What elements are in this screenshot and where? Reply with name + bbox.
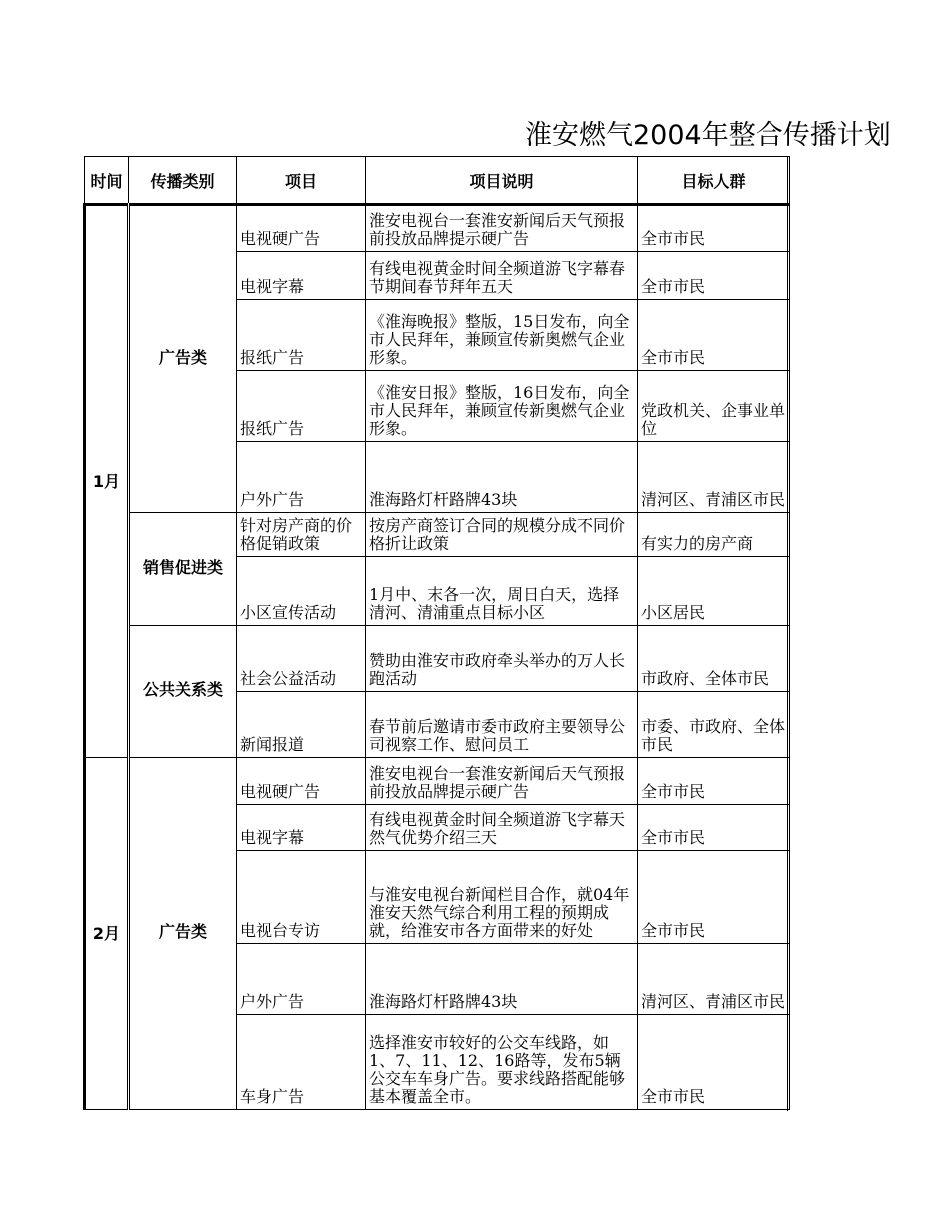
category-cell: 公共关系类 <box>129 626 237 758</box>
table-row <box>85 626 790 692</box>
description-cell: 赞助由淮安市政府牵头举办的万人长跑活动 <box>366 626 638 692</box>
category-cell: 广告类 <box>129 205 237 513</box>
table-row <box>85 513 790 557</box>
plan-table <box>83 156 790 1110</box>
category-cell: 销售促进类 <box>129 513 237 626</box>
item-cell: 车身广告 <box>237 1015 366 1110</box>
category-cell: 广告类 <box>129 758 237 1110</box>
item-cell: 社会公益活动 <box>237 626 366 692</box>
col-header-description: 项目说明 <box>366 157 638 205</box>
description-cell: 淮安电视台一套淮安新闻后天气预报前投放品牌提示硬广告 <box>366 205 638 252</box>
item-cell: 电视台专访 <box>237 851 366 944</box>
description-cell: 与淮安电视台新闻栏目合作，就04年淮安天然气综合利用工程的预期成就，给淮安市各方面带来的好处 <box>366 851 638 944</box>
target-cell: 市政府、全体市民 <box>638 626 790 692</box>
description-cell: 选择淮安市较好的公交车线路，如1、7、11、12、16路等，发布5辆公交车车身广告。要求线路搭配能够基本覆盖全市。 <box>366 1015 638 1110</box>
target-cell: 全市市民 <box>638 805 790 851</box>
item-cell: 电视字幕 <box>237 805 366 851</box>
item-cell: 新闻报道 <box>237 692 366 758</box>
page-title: 淮安燃气2004年整合传播计划 <box>525 120 891 151</box>
target-cell: 全市市民 <box>638 758 790 805</box>
target-cell: 清河区、青浦区市民 <box>638 442 790 513</box>
target-cell: 市委、市政府、全体市民 <box>638 692 790 758</box>
target-cell: 小区居民 <box>638 557 790 626</box>
table-row <box>85 205 790 252</box>
description-cell: 淮安电视台一套淮安新闻后天气预报前投放品牌提示硬广告 <box>366 758 638 805</box>
target-cell: 全市市民 <box>638 252 790 300</box>
target-cell: 有实力的房产商 <box>638 513 790 557</box>
table-row <box>85 758 790 805</box>
header-row <box>85 157 790 205</box>
col-header-category: 传播类别 <box>129 157 237 205</box>
item-cell: 电视硬广告 <box>237 758 366 805</box>
target-cell: 全市市民 <box>638 205 790 252</box>
month-cell: 1月 <box>85 205 129 758</box>
item-cell: 报纸广告 <box>237 371 366 442</box>
item-cell: 电视字幕 <box>237 252 366 300</box>
description-cell: 淮海路灯杆路牌43块 <box>366 944 638 1015</box>
item-cell: 户外广告 <box>237 944 366 1015</box>
plan-table-viewport <box>83 156 789 1111</box>
target-cell: 全市市民 <box>638 1015 790 1110</box>
description-cell: 按房产商签订合同的规模分成不同价格折让政策 <box>366 513 638 557</box>
col-header-item: 项目 <box>237 157 366 205</box>
target-cell: 清河区、青浦区市民 <box>638 944 790 1015</box>
item-cell: 户外广告 <box>237 442 366 513</box>
item-cell: 电视硬广告 <box>237 205 366 252</box>
description-cell: 1月中、末各一次，周日白天，选择清河、清浦重点目标小区 <box>366 557 638 626</box>
description-cell: 春节前后邀请市委市政府主要领导公司视察工作、慰问员工 <box>366 692 638 758</box>
target-cell: 全市市民 <box>638 851 790 944</box>
description-cell: 有线电视黄金时间全频道游飞字幕春节期间春节拜年五天 <box>366 252 638 300</box>
description-cell: 淮海路灯杆路牌43块 <box>366 442 638 513</box>
target-cell: 党政机关、企事业单位 <box>638 371 790 442</box>
item-cell: 针对房产商的价格促销政策 <box>237 513 366 557</box>
item-cell: 报纸广告 <box>237 300 366 371</box>
description-cell: 有线电视黄金时间全频道游飞字幕天然气优势介绍三天 <box>366 805 638 851</box>
item-cell: 小区宣传活动 <box>237 557 366 626</box>
col-header-time: 时间 <box>85 157 129 205</box>
table-right-edge <box>787 156 788 1111</box>
description-cell: 《淮安日报》整版，16日发布，向全市人民拜年，兼顾宣传新奥燃气企业形象。 <box>366 371 638 442</box>
description-cell: 《淮海晚报》整版，15日发布，向全市人民拜年，兼顾宣传新奥燃气企业形象。 <box>366 300 638 371</box>
col-header-target: 目标人群 <box>638 157 790 205</box>
month-cell: 2月 <box>85 758 129 1110</box>
target-cell: 全市市民 <box>638 300 790 371</box>
